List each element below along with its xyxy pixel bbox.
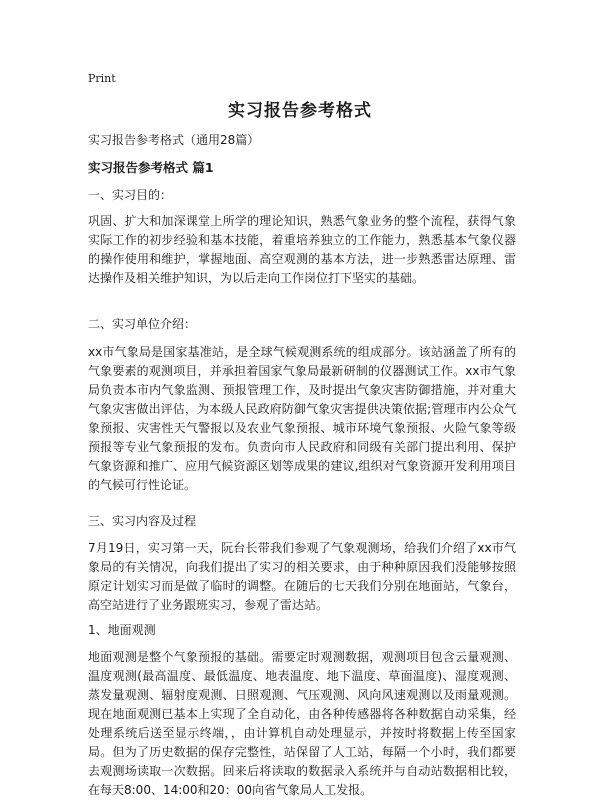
document-title: 实习报告参考格式	[228, 101, 372, 121]
subtitle: 实习报告参考格式（通用28篇）	[88, 133, 260, 147]
paragraph-content: 7月19日，实习第一天，阮台长带我们参观了气象观测场，给我们介绍了xx市气象局的有关情况，向我们提出了实习的相关要求，由于种种原因我们没能够按照原定计划实习而是做了临时的调整。在随后的七天我们分别在地面站，气象台，高空站进行了业务跟班实习，参观了雷达站。	[88, 541, 516, 612]
heading-content: 三、实习内容及过程	[88, 514, 197, 528]
section-title: 实习报告参考格式 篇1	[88, 160, 214, 175]
heading-ground-observation: 1、地面观测	[88, 623, 156, 637]
heading-unit-intro: 二、实习单位介绍：	[88, 317, 197, 331]
heading-purpose: 一、实习目的：	[88, 188, 173, 202]
paragraph-unit-intro: xx市气象局是国家基准站，是全球气候观测系统的组成部分。该站涵盖了所有的气象要素的观测项目，并承担着国家气象局最新研制的仪器测试工作。xx市气象局负责本市内气象监测、预报管理工作，及时提出气象灾害防御措施，并对重大气象灾害做出评估，为本级人民政府防御气象灾害提供决策依据;管理市内公众气象预报、灾害性天气警报以及农业气象预报、城市环境气象预报、火险气象等级预报等专业气象预报的发布。负责向市人民政府和同级有关部门提出利用、保护气象资源和推广、应用气候资源区划等成果的建议,组织对气象资源开发利用项目的气候可行性论证。	[88, 345, 516, 492]
print-link[interactable]: Print	[88, 72, 116, 85]
paragraph-purpose: 巩固、扩大和加深课堂上所学的理论知识，熟悉气象业务的整个流程，获得气象实际工作的初步经验和基本技能，着重培养独立的工作能力，熟悉基本气象仪器的操作使用和维护，掌握地面、高空观测的基本方法，进一步熟悉雷达原理、雷达操作及相关维护知识，为以后走向工作岗位打下坚实的基础。	[88, 214, 516, 285]
paragraph-ground-observation: 地面观测是整个气象预报的基础。需要定时观测数据，观测项目包含云量观测、温度观测(最高温度、最低温度、地表温度、地下温度、草面温度)、湿度观测、蒸发量观测、辐射度观测、日照观测、气压观测、风向风速观测以及雨量观测。现在地面观测已基本上实现了全自动化，由各种传感器将各种数据自动采集，经处理系统后送至显示终端，，由计算机自动处理显示，并按时将数据上传至国家局。但为了历史数据的保存完整性，站保留了人工站，每隔一个小时，我们都要去观测场读取一次数据。回来后将读取的数据录入系统并与自动站数据相比较，在每天8:00、14:00和20：00向省气象局人工发报。	[88, 650, 516, 797]
